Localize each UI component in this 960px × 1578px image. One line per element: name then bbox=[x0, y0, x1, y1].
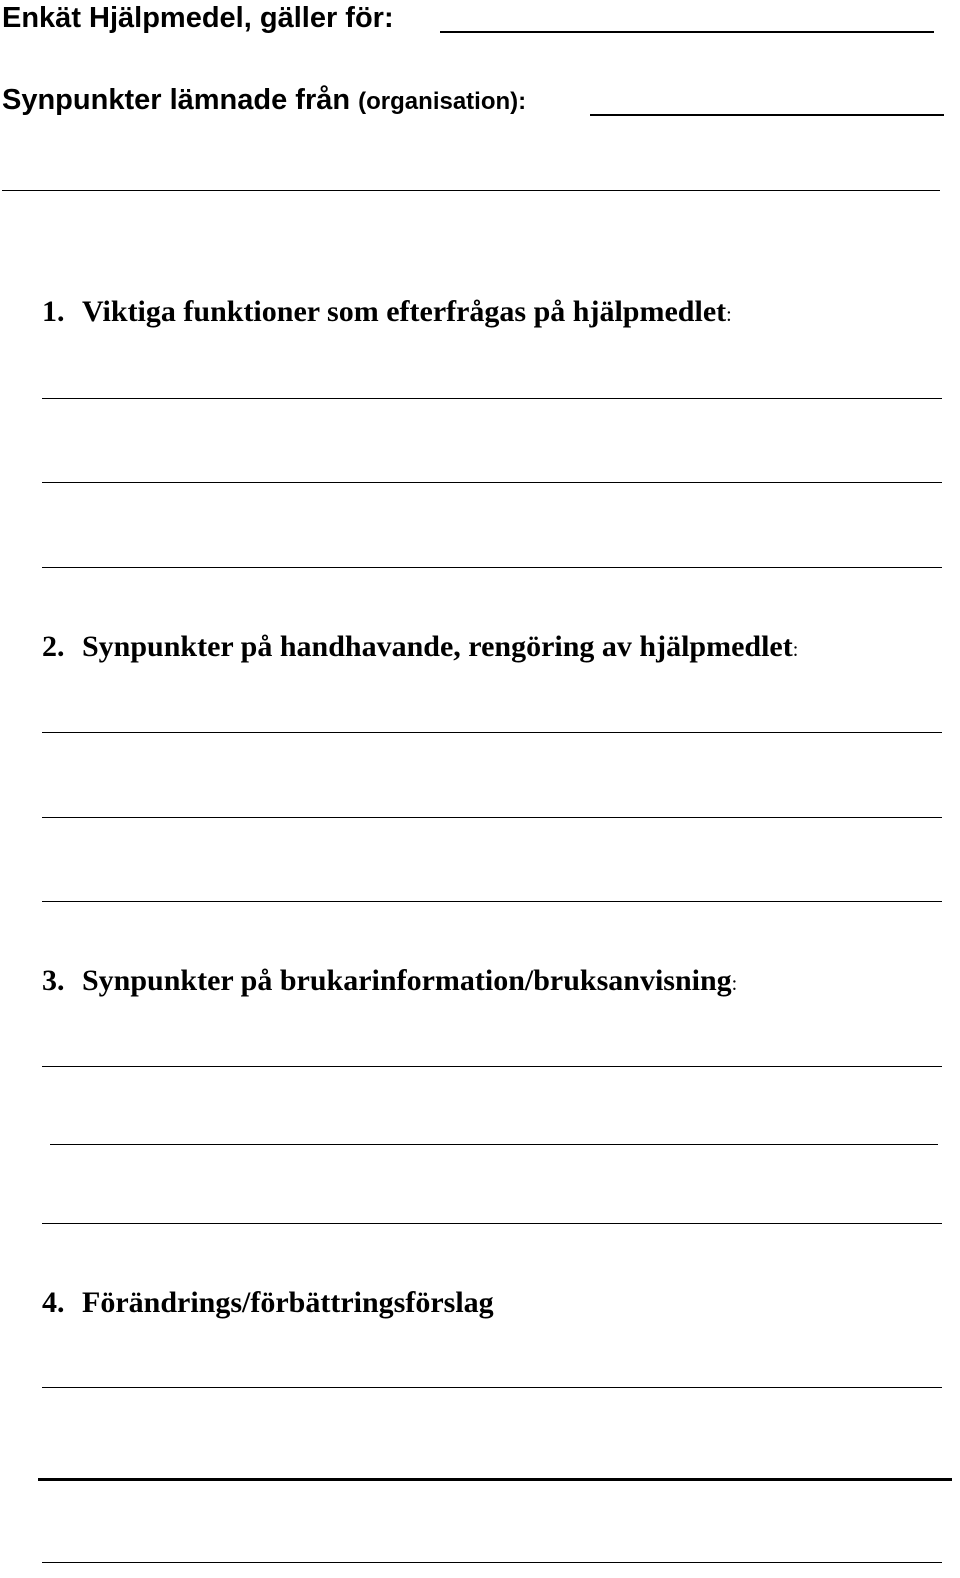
question-3 bbox=[42, 963, 737, 1002]
question-2-number: 2. bbox=[42, 630, 65, 663]
question-4-answer-line-3[interactable] bbox=[42, 1562, 942, 1563]
question-3-answer-line-2[interactable] bbox=[50, 1144, 938, 1145]
question-3-text: Synpunkter på brukarinformation/bruksanvisning bbox=[82, 964, 732, 997]
question-4 bbox=[42, 1285, 494, 1324]
question-2 bbox=[42, 629, 798, 668]
question-2-answer-line-3[interactable] bbox=[42, 901, 942, 902]
question-4-number: 4. bbox=[42, 1286, 65, 1319]
question-2-colon: : bbox=[792, 639, 799, 661]
question-2-text: Synpunkter på handhavande, rengöring av hjälpmedlet bbox=[82, 630, 793, 663]
question-4-text: Förändrings/förbättringsförslag bbox=[82, 1286, 494, 1319]
organisation-label bbox=[2, 82, 526, 120]
question-1-text: Viktiga funktioner som efterfrågas på hjälpmedlet bbox=[82, 295, 727, 328]
survey-for-answer-line[interactable] bbox=[440, 31, 934, 33]
question-1-answer-line-1[interactable] bbox=[42, 398, 942, 399]
question-1-colon: : bbox=[726, 304, 732, 326]
question-1 bbox=[42, 294, 732, 333]
question-4-answer-line-2[interactable] bbox=[38, 1478, 952, 1481]
question-3-colon: : bbox=[731, 973, 738, 995]
question-2-answer-line-1[interactable] bbox=[42, 732, 942, 733]
question-1-number: 1. bbox=[42, 295, 65, 328]
question-1-answer-line-3[interactable] bbox=[42, 567, 942, 568]
header-extra-line[interactable] bbox=[2, 190, 940, 191]
survey-title bbox=[2, 0, 394, 36]
survey-title-text: Enkät Hjälpmedel, gäller för: bbox=[2, 2, 394, 34]
organisation-label-paren: (organisation): bbox=[358, 88, 527, 115]
question-3-answer-line-1[interactable] bbox=[42, 1066, 942, 1067]
organisation-answer-line[interactable] bbox=[590, 114, 944, 116]
question-3-answer-line-3[interactable] bbox=[42, 1223, 942, 1224]
organisation-label-main: Synpunkter lämnade från bbox=[2, 84, 351, 116]
question-1-answer-line-2[interactable] bbox=[42, 482, 942, 483]
question-4-answer-line-1[interactable] bbox=[42, 1387, 942, 1388]
question-2-answer-line-2[interactable] bbox=[42, 817, 942, 818]
question-3-number: 3. bbox=[42, 964, 65, 997]
